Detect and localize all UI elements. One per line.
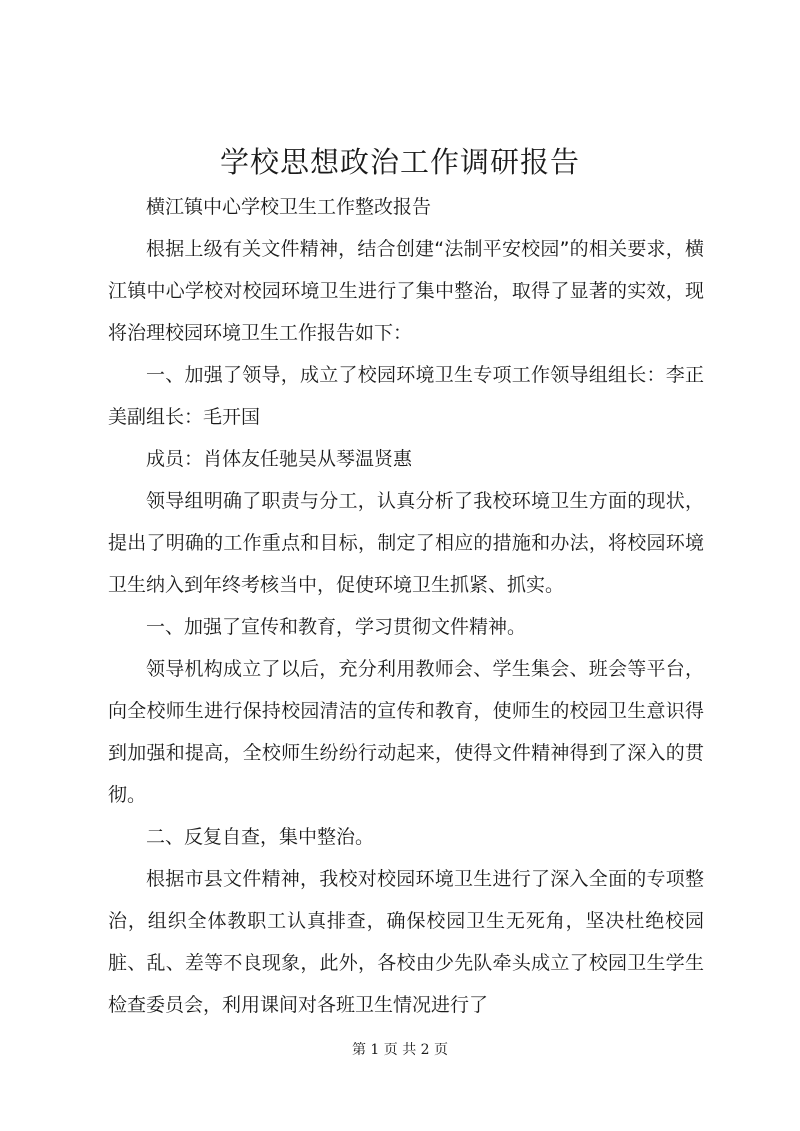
paragraph: 二、反复自查，集中整治。 — [146, 826, 375, 848]
paragraph: 一、加强了领导，成立了校园环境卫生专项工作领导组组长：李正美副组长：毛开国 — [108, 364, 704, 428]
page-number-footer: 第 1 页 共 2 页 — [351, 1042, 449, 1058]
paragraph: 领导组明确了职责与分工，认真分析了我校环境卫生方面的现状，提出了明确的工作重点和目标，制定了相应的措施和办法，将校园环境卫生纳入到年终考核当中，促使环境卫生抓紧、抓实。 — [108, 490, 704, 596]
paragraph: 一、加强了宣传和教育，学习贯彻文件精神。 — [146, 616, 527, 638]
paragraph: 横江镇中心学校卫生工作整改报告 — [146, 196, 432, 218]
paragraph: 根据市县文件精神，我校对校园环境卫生进行了深入全面的专项整治，组织全体教职工认真排查，确保校园卫生无死角，坚决杜绝校园脏、乱、差等不良现象，此外，各校由少先队牵头成立了校园卫生学生检查委员会，利用课间对各班卫生情况进行了 — [108, 868, 704, 1016]
paragraph: 领导机构成立了以后，充分利用教师会、学生集会、班会等平台，向全校师生进行保持校园清洁的宣传和教育，使师生的校园卫生意识得到加强和提高，全校师生纷纷行动起来，使得文件精神得到了深入的贯彻。 — [108, 658, 704, 806]
document-title: 学校思想政治工作调研报告 — [219, 145, 580, 179]
paragraph: 根据上级有关文件精神，结合创建“法制平安校园”的相关要求，横江镇中心学校对校园环境卫生进行了集中整治，取得了显著的实效，现将治理校园环境卫生工作报告如下： — [108, 238, 704, 344]
document-body — [108, 186, 704, 1026]
paragraph: 成员：肖体友任驰吴从琴温贤惠 — [146, 448, 413, 470]
